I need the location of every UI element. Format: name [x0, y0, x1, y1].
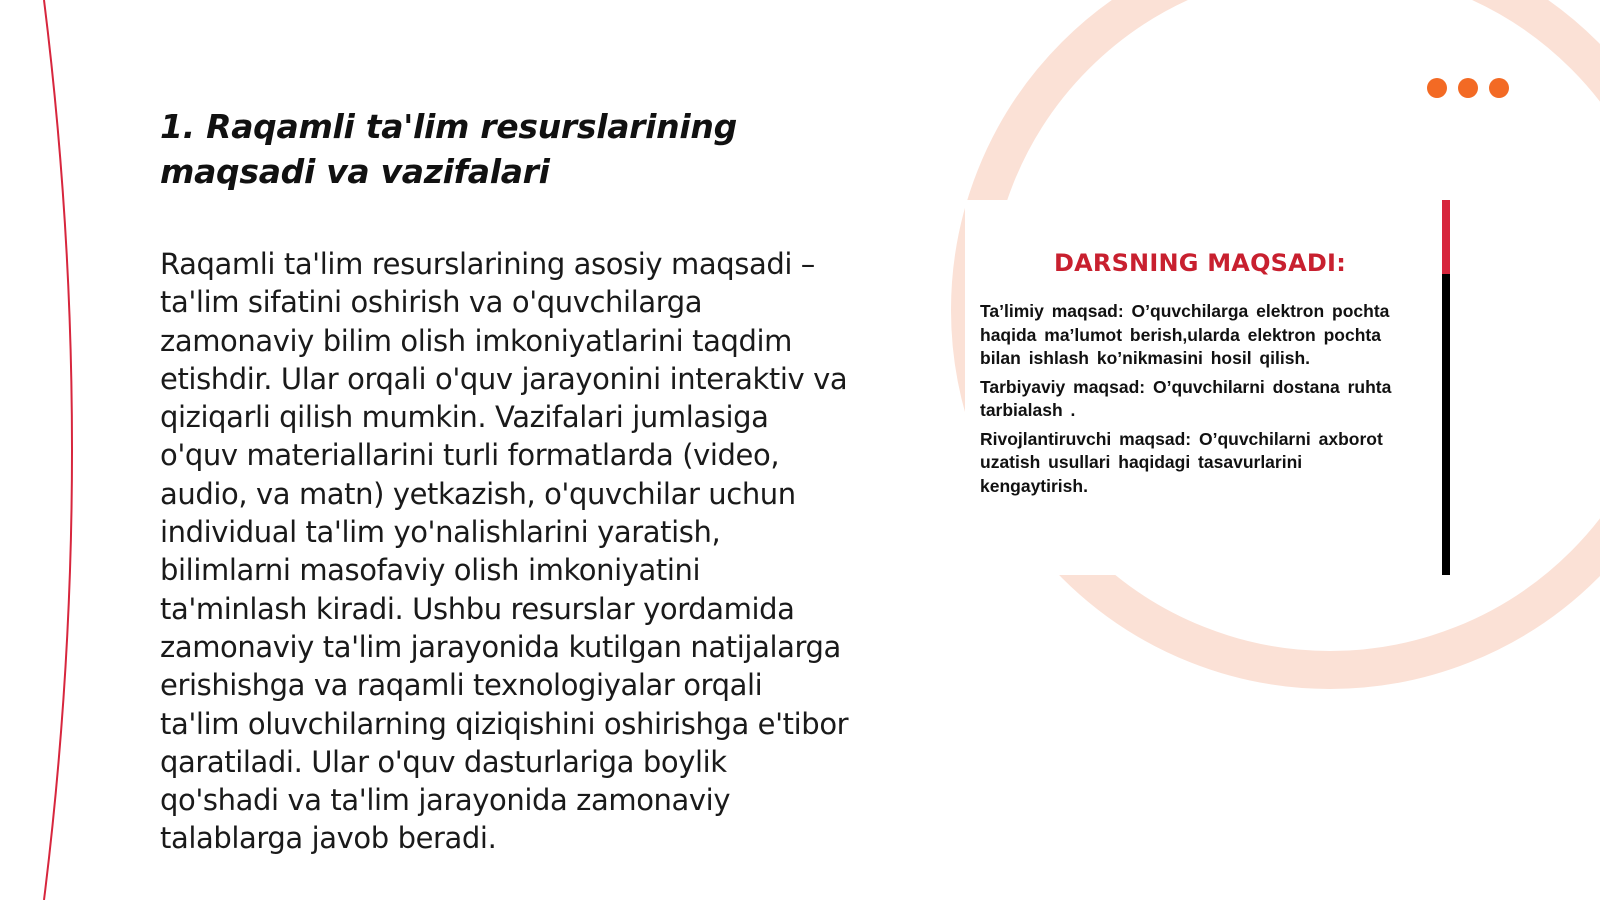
goal-item-educational: Ta’limiy maqsad: O’quvchilarga elektron pochta haqida ma’lumot berish,ularda elektron pochta bilan ishlash ko’nikmasini hosil qilish. — [980, 301, 1390, 368]
left-curved-line — [44, 0, 72, 900]
dot-3 — [1489, 78, 1509, 98]
dot-1 — [1427, 78, 1447, 98]
slide-title: 1. Raqamli ta'lim resurslarining maqsadi va vazifalari — [160, 107, 737, 191]
three-dots-icon — [1427, 78, 1517, 100]
panel-side-bar-accent — [1442, 200, 1450, 274]
dot-2 — [1458, 78, 1478, 98]
goal-item-upbringing: Tarbiyaviy maqsad: O’quvchilarni dostana ruhta tarbialash . — [980, 376, 1392, 420]
slide-body-text: Raqamli ta'lim resurslarining asosiy maqsadi – ta'lim sifatini oshirish va o'quvchilarga zamonaviy bilim olish imkoniyatlarini taqdim etishdir. Ular orqali o'quv jarayonini interaktiv va qiziqarli qilish mumkin. Vazifalari jumlasiga o'quv materiallarini turli formatlarda (video, audio, va matn) yetkazish, o'quvchilar uchun individual ta'lim yo'nalishlarini yaratish, bilimlarni masofaviy olish imkoniyatini ta'minlash kiradi. Ushbu resurslar yordamida zamonaviy ta'lim jarayonida kutilgan natijalarga erishishga va raqamli texnologiyalar orqali ta'lim oluvchilarning qiziqishini oshirishga e'tibor qaratiladi. Ular o'quv dasturlariga boylik qo'shadi va ta'lim jarayonida zamonaviy talablarga javob beradi. — [160, 247, 849, 856]
goals-heading: DARSNING MAQSADI: — [1054, 249, 1346, 277]
goals-list — [980, 300, 1400, 503]
goal-item-developmental: Rivojlantiruvchi maqsad: O’quvchilarni axborot uzatish usullari haqidagi tasavurlarini kengaytirish. — [980, 428, 1383, 496]
